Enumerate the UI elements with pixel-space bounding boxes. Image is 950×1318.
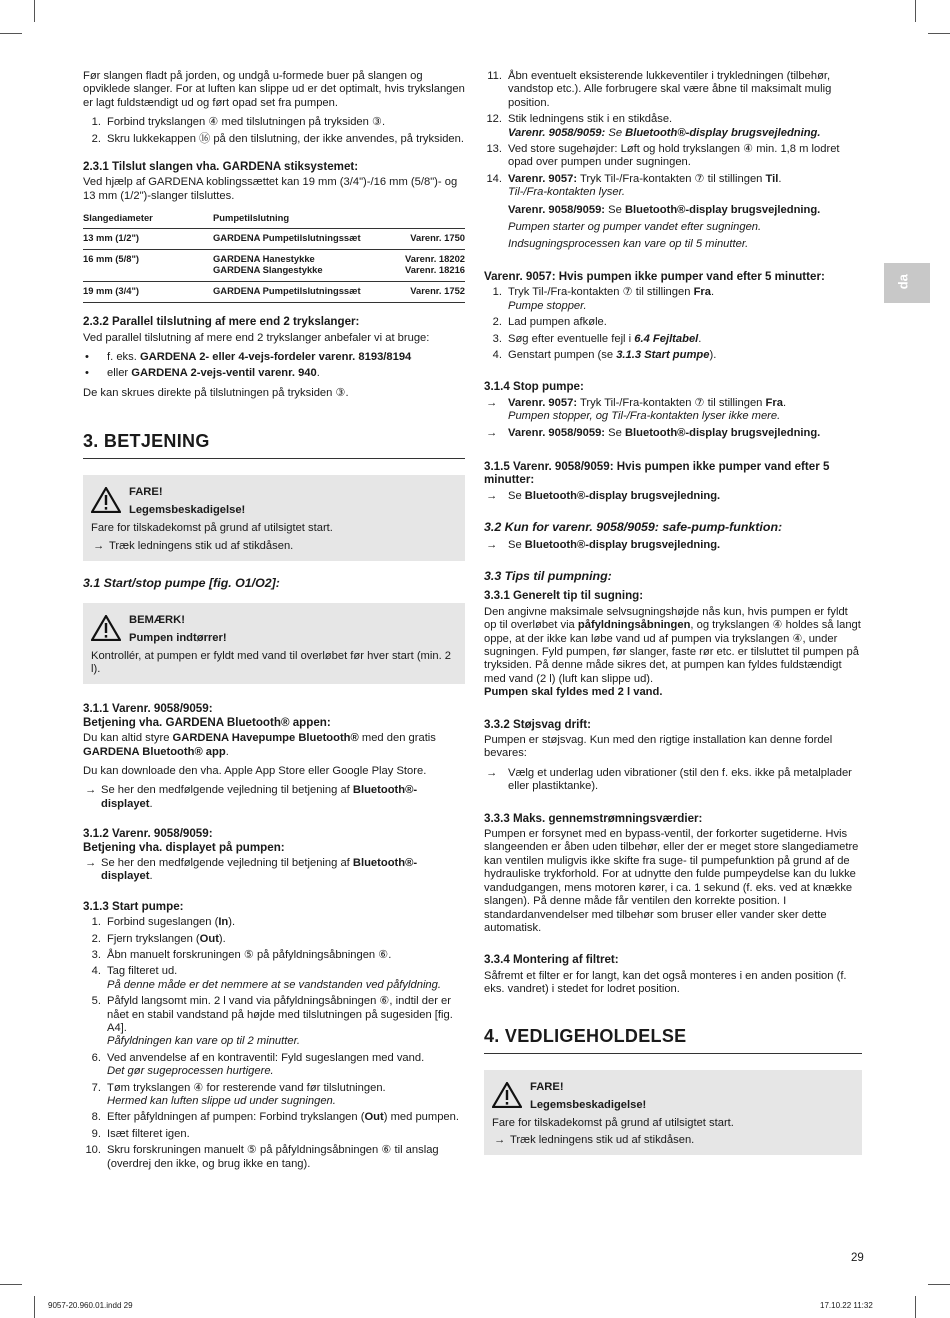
- crop-mark: [34, 0, 35, 22]
- text-bold: GARDENA 2- eller 4-vejs-fordeler varenr. 8193/8194: [139, 351, 412, 364]
- text-bold: Bluetooth®-display brugsvejledning.: [624, 203, 821, 216]
- text: ) med pumpen.: [383, 1111, 459, 1124]
- arrow-list: [484, 490, 862, 503]
- text-bold: Til: [765, 172, 779, 185]
- notice-text: Kontrollér, at pumpen er fyldt med vand til overløbet før hver start (min. 2 l).: [91, 649, 452, 675]
- arrow-list: [484, 539, 862, 552]
- list-number: 6.: [91, 1051, 101, 1064]
- table-cell: 16 mm (5/8"): [83, 250, 213, 282]
- text: Skru forskruningen manuelt ⑤ på påfyldningsåbningen ⑥ til anslag (overdrej den ikke, og brug ikke en tang).: [107, 1144, 439, 1170]
- text-bold: Fra: [693, 286, 711, 299]
- section-2-3-1-title: 2.3.1 Tilslut slangen vha. GARDENA stiksystemet:: [83, 160, 359, 174]
- list-number: 9.: [91, 1127, 101, 1140]
- section-9057-title: Varenr. 9057: Hvis pumpen ikke pumper vand efter 5 minutter:: [484, 269, 825, 283]
- section-3-1-title: 3.1 Start/stop pumpe [fig. O1/O2]:: [83, 576, 280, 591]
- arrow-list: [484, 767, 862, 794]
- text: .: [225, 745, 229, 758]
- text: Forbind sugeslangen (: [107, 916, 219, 929]
- text: Tag filteret ud.: [107, 965, 178, 978]
- danger-label: FARE!: [129, 486, 163, 499]
- text-bold: In: [218, 916, 229, 929]
- section-2-3-2-text: Ved parallel tilslutning af mere end 2 trykslanger anbefaler vi at bruge:: [83, 331, 430, 344]
- text-italic: På denne måde er det nemmere at se vandstanden ved påfyldning.: [107, 978, 441, 991]
- text: ).: [218, 932, 226, 945]
- text-bold: Varenr. 9057:: [508, 396, 578, 409]
- list-number: 11.: [487, 70, 502, 82]
- table-cell: Varenr. 1750: [392, 229, 465, 250]
- list-text: Skru lukkekappen ⑯ på den tilslutning, der ikke anvendes, på tryksiden.: [107, 132, 464, 145]
- text: Tøm trykslangen ④ for resterende vand før tilslutningen.: [107, 1081, 386, 1094]
- section-3-1-5-title: 3.1.5 Varenr. 9058/9059: Hvis pumpen ikke pumper vand efter 5 minutter:: [484, 459, 830, 487]
- list-number: 12.: [486, 113, 502, 126]
- warning-header: [91, 483, 457, 519]
- list-item: [484, 286, 862, 313]
- text-bold: Bluetooth®-displayet: [101, 784, 418, 810]
- crop-mark: [0, 1284, 22, 1285]
- crop-mark: [915, 0, 916, 22]
- arrow-right-icon: →: [85, 856, 97, 869]
- table-cell: GARDENA Pumpetilslutningssæt: [213, 282, 392, 303]
- text: Se her den medfølgende vejledning til betjening af: [101, 784, 353, 797]
- section-3-3-2-text: Pumpen er støjsvag. Kun med den rigtige installation kan denne fordel bevares:: [484, 734, 833, 760]
- list-item: [484, 316, 862, 329]
- text: .: [316, 367, 320, 380]
- bullet-icon: •: [85, 351, 89, 364]
- table-cell-line: Varenr. 18202: [405, 253, 465, 265]
- text: ).: [228, 916, 236, 929]
- section-3-3-4-text: Såfremt et filter er for langt, kan det også monteres i en anden position (f. eks. vandret) i stedet for lodret position.: [484, 969, 847, 996]
- table-cell: Varenr. 1752: [392, 282, 465, 303]
- notice-header: [91, 611, 457, 647]
- list-item: [83, 133, 465, 146]
- right-column: [484, 70, 862, 1171]
- section-3-3-3-title: 3.3.3 Maks. gennemstrømningsværdier:: [484, 811, 703, 825]
- section-2-3-2-text-2: De kan skrues direkte på tilslutningen på tryksiden ③.: [83, 386, 349, 399]
- text: Lad pumpen afkøle.: [508, 316, 607, 329]
- hose-table: [83, 209, 465, 303]
- text-italic: Påfyldningen kan vare op til 2 minutter.: [107, 1035, 300, 1048]
- bullet-icon: •: [85, 367, 89, 380]
- table-cell: 19 mm (3/4"): [83, 282, 213, 303]
- warning-triangle-icon: [91, 487, 121, 513]
- list-number: 10.: [85, 1144, 101, 1157]
- section-3-3-2-title: 3.3.2 Støjsvag drift:: [484, 717, 591, 731]
- text: Genstart pumpen (se: [508, 348, 617, 361]
- table-cell-line: Varenr. 18216: [405, 264, 465, 276]
- list-item: [484, 70, 862, 110]
- table-cell-line: GARDENA Hanestykke: [213, 253, 315, 265]
- text-bold: Bluetooth®-display brugsvejledning.: [625, 126, 821, 139]
- text-bold: 3.1.3 Start pumpe: [616, 348, 710, 361]
- text: ).: [709, 348, 717, 361]
- table-row: [83, 282, 465, 303]
- arrow-right-icon: →: [486, 396, 498, 409]
- notice-box: [83, 603, 465, 685]
- text: Se: [605, 426, 625, 439]
- text: Se: [605, 126, 626, 139]
- list-text: Åbn eventuelt eksisterende lukkeventiler i trykledningen (tilbehør, vandstop etc.). Alle forbrugere skal være åbne til maksimalt mulig position.: [508, 70, 832, 109]
- text: Tryk Til-/Fra-kontakten ⑦ til stillingen: [577, 396, 766, 409]
- crop-mark: [0, 33, 22, 34]
- language-tab: [884, 263, 930, 303]
- list-item: [83, 933, 465, 946]
- text-bold: Bluetooth®-display brugsvejledning.: [524, 489, 721, 502]
- list-number: 1.: [91, 116, 101, 129]
- list-item: [83, 351, 465, 364]
- list-item: [83, 1128, 465, 1141]
- text-bold: Varenr. 9057:: [508, 172, 578, 185]
- text-bold: Out: [199, 932, 219, 945]
- table-row: [83, 229, 465, 250]
- list-number: 1.: [492, 286, 502, 299]
- section-2-3-1-text: Ved hjælp af GARDENA koblingssættet kan 19 mm (3/4")-/16 mm (5/8")- og 13 mm (1/2")-slanger tilsluttes.: [83, 176, 458, 202]
- list-number: 7.: [91, 1081, 101, 1094]
- title-line: 3.1.1 Varenr. 9058/9059:: [83, 702, 213, 716]
- list-item: [484, 767, 862, 794]
- text: Den angivne maksimale selvsugningshøjde nås kun, hvis pumpen er fyldt op til overløbet via: [484, 605, 848, 632]
- text-bold: Pumpen skal fyldes med 2 l vand.: [484, 686, 663, 699]
- list-item: [484, 397, 862, 424]
- list-number: 2.: [91, 132, 101, 145]
- page-number: 29: [851, 1252, 864, 1264]
- list-number: 14.: [486, 172, 502, 185]
- list-item: [83, 916, 465, 929]
- danger-action: [492, 1134, 854, 1147]
- list-item: [83, 367, 465, 380]
- list-text: Stik ledningens stik i en stikdåse.: [508, 113, 673, 126]
- list-number: 3.: [91, 949, 101, 961]
- print-slug-file: 9057-20.960.01.indd 29: [48, 1301, 133, 1310]
- section-3-1-4-title: 3.1.4 Stop pumpe:: [484, 380, 584, 394]
- text-bold: 6.4 Fejltabel: [634, 332, 699, 345]
- text: Fjern trykslangen (: [107, 932, 200, 945]
- print-slug-date: 17.10.22 11:32: [820, 1301, 873, 1310]
- text: f. eks.: [107, 351, 140, 364]
- text: med den gratis: [358, 732, 436, 745]
- list-item: [83, 1144, 465, 1171]
- danger-box: [484, 1070, 862, 1156]
- arrow-list: [484, 397, 862, 440]
- text: Se: [508, 489, 525, 502]
- list-item: [484, 173, 862, 252]
- chapter-3-title: 3. BETJENING: [83, 430, 465, 459]
- table-cell: [213, 250, 392, 282]
- danger-box: [83, 475, 465, 561]
- list-item: [83, 116, 465, 129]
- list-number: 2.: [492, 316, 502, 329]
- text-italic: Pumpen starter og pumper vandet efter sugningen.: [508, 221, 762, 234]
- list-item: [484, 349, 862, 362]
- text-italic: Pumpen stopper, og Til-/Fra-kontakten lyser ikke mere.: [508, 410, 781, 423]
- section-3-1-1-text: [83, 732, 465, 759]
- arrow-right-icon: →: [486, 538, 498, 551]
- left-column: [83, 70, 465, 1177]
- list-item: [484, 427, 862, 440]
- section-3-3-1-title: 3.3.1 Generelt tip til sugning:: [484, 589, 644, 603]
- text: Ved anvendelse af en kontraventil: Fyld sugeslangen med vand.: [107, 1051, 425, 1064]
- list-item: [83, 784, 465, 811]
- arrow-list: [83, 857, 465, 884]
- table-header: Slangediameter: [83, 209, 213, 229]
- text-bold: Bluetooth®-displayet: [101, 856, 418, 883]
- text-bold: GARDENA Havepumpe Bluetooth®: [172, 732, 359, 745]
- warning-header: [492, 1078, 854, 1114]
- arrow-right-icon: →: [93, 539, 105, 552]
- text: Isæt filteret igen.: [107, 1127, 190, 1140]
- text: Tryk Til-/Fra-kontakten ⑦ til stillingen: [508, 286, 694, 299]
- warning-triangle-icon: [91, 615, 121, 641]
- text-bold: Bluetooth®-display brugsvejledning.: [624, 426, 821, 439]
- section-3-3-1-bold: [484, 686, 862, 699]
- danger-sublabel: Legemsbeskadigelse!: [129, 504, 246, 517]
- arrow-right-icon: →: [85, 784, 97, 797]
- section-3-1-1-title: [83, 702, 465, 729]
- arrow-right-icon: →: [494, 1133, 506, 1146]
- text-bold: GARDENA 2-vejs-ventil varenr. 940: [131, 367, 317, 380]
- list-item: [83, 857, 465, 884]
- arrow-right-icon: →: [486, 489, 498, 502]
- text: .: [698, 332, 702, 345]
- start-pump-steps: [83, 916, 465, 1171]
- text: Vælg et underlag uden vibrationer (stil den f. eks. ikke på metalplader eller plastiktanke).: [508, 766, 852, 793]
- table-cell: [392, 250, 465, 282]
- text: Du kan altid styre: [83, 732, 173, 745]
- text-italic: Det gør sugeprocessen hurtigere.: [107, 1065, 274, 1078]
- language-tab-label: da: [895, 274, 911, 290]
- list-number: 13.: [486, 143, 502, 156]
- crop-mark: [928, 33, 950, 34]
- text-italic: Indsugningsprocessen kan vare op til 5 minutter.: [508, 238, 749, 251]
- notice-sublabel: Pumpen indtørrer!: [129, 631, 227, 644]
- list-item: [484, 143, 862, 170]
- text: Tryk Til-/Fra-kontakten ⑦ til stillingen: [577, 172, 766, 185]
- list-number: 1.: [91, 916, 101, 929]
- danger-text: Fare for tilskadekomst på grund af utilsigtet start.: [492, 1116, 734, 1129]
- section-3-1-2-title: [83, 827, 465, 854]
- text: .: [710, 286, 715, 299]
- text-italic: Hermed kan luften slippe ud under sugningen.: [107, 1095, 336, 1108]
- arrow-list: [83, 784, 465, 811]
- list-number: 8.: [91, 1111, 101, 1124]
- table-header: [392, 209, 465, 229]
- arrow-right-icon: →: [486, 426, 498, 439]
- danger-action-text: Træk ledningens stik ud af stikdåsen.: [510, 1133, 695, 1146]
- list-item: [83, 1082, 465, 1109]
- table-row: [83, 250, 465, 282]
- danger-sublabel: Legemsbeskadigelse!: [530, 1098, 647, 1111]
- notice-label: BEMÆRK!: [129, 613, 185, 626]
- text-bold: Varenr. 9058/9059:: [508, 126, 606, 139]
- text: .: [149, 870, 153, 883]
- warning-triangle-icon: [492, 1082, 522, 1108]
- section-3-3-title: 3.3 Tips til pumpning:: [484, 568, 612, 583]
- danger-label: FARE!: [530, 1080, 564, 1093]
- list-item: [484, 113, 862, 140]
- no-pump-steps: [484, 286, 862, 362]
- section-3-3-3-text: Pumpen er forsynet med en bypass-ventil, der forkorter sugetiderne. Hvis slangeenden er åben uden tilbehør, eller der er meget store slangediametre kan ventilen muligvis ikke skifte fra suge- til pumpefunktion på grund af de hydrauliske trykforhold. For at udnytte den fulde pumpeydelse kan du lukke vandudgangen, mens motoren kører, i ca. 1 sekund (f. eks. ved at knække slangen). På denne måde får ventilen den korrekte position. I standardanvendelser med tilbehør som bruser eller vander sker dette automatisk.: [484, 828, 859, 934]
- list-item: [83, 1111, 465, 1124]
- text: Se: [508, 538, 525, 551]
- text: .: [778, 172, 782, 185]
- title-line: Betjening vha. displayet på pumpen:: [83, 840, 285, 854]
- start-pump-steps-continued: [484, 70, 862, 252]
- section-3-1-3-title: 3.1.3 Start pumpe:: [83, 899, 184, 913]
- list-number: 5.: [91, 995, 101, 1008]
- text: Søg efter eventuelle fejl i: [508, 332, 635, 345]
- section-3-1-1-text-2: Du kan downloade den vha. Apple App Store eller Google Play Store.: [83, 764, 427, 777]
- text-bold: Varenr. 9058/9059:: [508, 426, 606, 439]
- section-3-2-title: 3.2 Kun for varenr. 9058/9059: safe-pump-funktion:: [484, 520, 783, 535]
- list-item: [484, 490, 862, 503]
- text: Efter påfyldningen af pumpen: Forbind trykslangen (: [107, 1111, 365, 1124]
- arrow-right-icon: →: [486, 766, 498, 779]
- text: Åbn manuelt forskruningen ⑤ på påfyldningsåbningen ⑥.: [107, 949, 392, 961]
- bullet-list: [83, 351, 465, 381]
- list-item: [83, 1052, 465, 1079]
- text: .: [782, 396, 787, 409]
- text: Se her den medfølgende vejledning til betjening af: [101, 856, 353, 869]
- text-italic: Pumpe stopper.: [508, 299, 587, 312]
- text: , og trykslangen ④ holdes så langt oppe, at der ikke kan løbe vand ud af pumpen via trykslangen ④, under sugningen. Fyld pumpen, før slanger, faste rør etc. er tilsluttet til pumpen på tryksiden. På denne måde sikres det, at pumpen kan fyldes fuldstændigt med vand (2 l) (luft kan slippe ud).: [484, 619, 861, 685]
- list-number: 4.: [91, 965, 101, 978]
- crop-mark: [928, 1284, 950, 1285]
- list-number: 3.: [492, 332, 502, 345]
- list-item: [484, 539, 862, 552]
- text: eller: [107, 367, 132, 380]
- list-item: [484, 333, 862, 346]
- danger-action-text: Træk ledningens stik ud af stikdåsen.: [109, 539, 294, 552]
- danger-action: [91, 540, 457, 553]
- danger-text: Fare for tilskadekomst på grund af utilsigtet start.: [91, 522, 333, 535]
- list-text: Ved store sugehøjder: Løft og hold trykslangen ④ min. 1,8 m lodret opad over pumpen under sugningen.: [508, 143, 840, 169]
- list-item: [83, 995, 465, 1049]
- table-cell-line: GARDENA Slangestykke: [213, 264, 323, 276]
- section-3-3-4-title: 3.3.4 Montering af filtret:: [484, 953, 619, 967]
- section-2-3-2-title: 2.3.2 Parallel tilslutning af mere end 2 trykslanger:: [83, 315, 360, 329]
- text: Påfyld langsomt min. 2 l vand via påfyldningsåbningen ⑥, indtil der er nået en stabil vandstand på højde med tilslutningen på sugesiden [fig. A4].: [107, 995, 453, 1035]
- crop-mark: [34, 1296, 35, 1318]
- intro-list: [83, 116, 465, 146]
- text-bold: Out: [364, 1111, 384, 1124]
- text-italic: Til-/Fra-kontakten lyser.: [508, 186, 625, 199]
- text-bold: påfyldningsåbningen: [577, 619, 691, 632]
- text-bold: Varenr. 9058/9059:: [508, 203, 606, 216]
- list-text: Forbind trykslangen ④ med tilslutningen på tryksiden ③.: [107, 116, 386, 129]
- list-number: 4.: [492, 348, 502, 361]
- title-line: Betjening vha. GARDENA Bluetooth® appen:: [83, 715, 331, 729]
- intro-paragraph: Før slangen fladt på jorden, og undgå u-formede buer på slangen og opviklede slanger. For at luften kan slippe ud er det optimalt, hvis trykslangen er lagt fuldstændigt ud og ført opad set fra pumpen.: [83, 70, 465, 109]
- chapter-4-title: 4. VEDLIGEHOLDELSE: [484, 1025, 862, 1054]
- title-line: 3.1.2 Varenr. 9058/9059:: [83, 827, 213, 841]
- list-item: [83, 965, 465, 992]
- text-bold: GARDENA Bluetooth® app: [83, 745, 226, 758]
- table-cell: GARDENA Pumpetilslutningssæt: [213, 229, 392, 250]
- table-header-row: [83, 209, 465, 229]
- list-item: [83, 949, 465, 962]
- text: Se: [605, 203, 625, 216]
- text-bold: Fra: [765, 396, 783, 409]
- text: .: [149, 797, 153, 810]
- table-cell: 13 mm (1/2"): [83, 229, 213, 250]
- text-bold: Bluetooth®-display brugsvejledning.: [524, 538, 721, 551]
- list-number: 2.: [91, 932, 101, 945]
- table-header: Pumpetilslutning: [213, 209, 392, 229]
- crop-mark: [915, 1296, 916, 1318]
- section-3-3-1-text: [484, 606, 862, 686]
